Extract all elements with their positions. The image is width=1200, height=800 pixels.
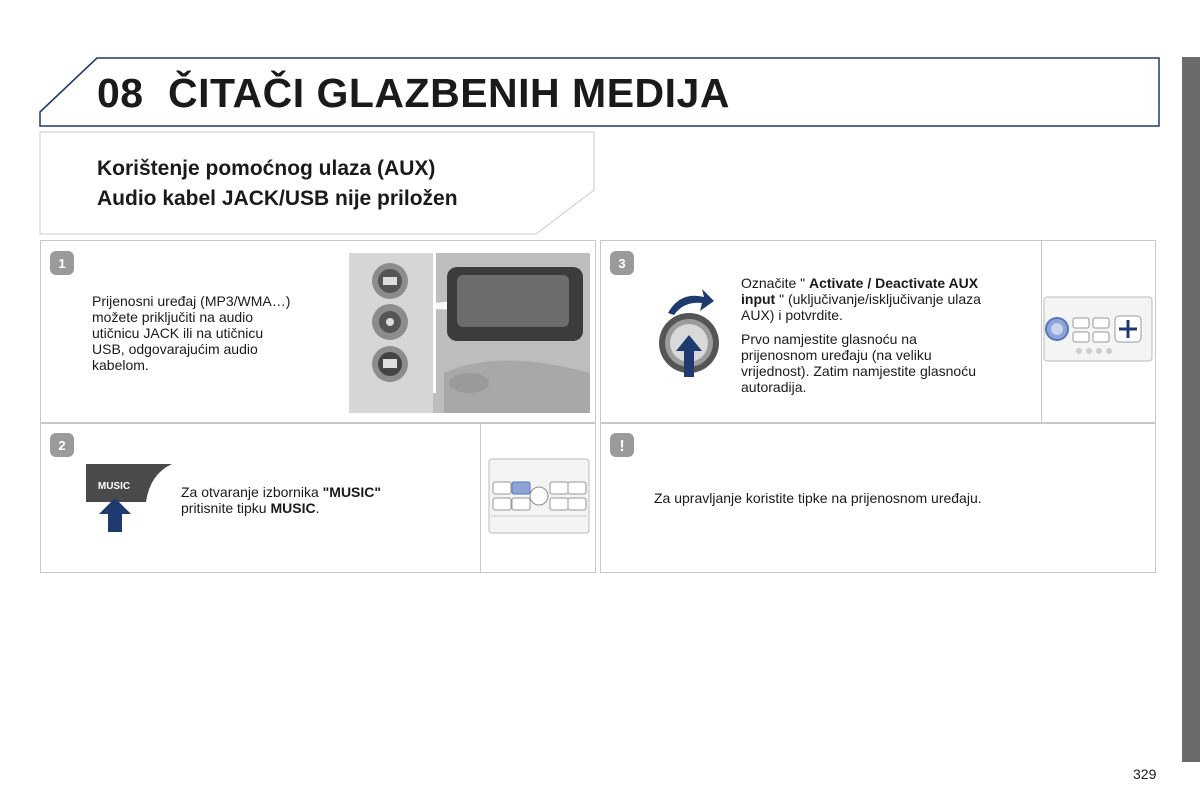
- step1-badge: [49, 250, 75, 276]
- rotary-knob-icon: [652, 283, 726, 379]
- radio-panel-knob-illustration: [1043, 296, 1153, 362]
- step1-line: Prijenosni uređaj (MP3/WMA…): [92, 293, 291, 309]
- music-button-icon: [86, 462, 172, 534]
- rotate-arrow-icon: [668, 289, 714, 315]
- chapter-side-tab: [1182, 57, 1200, 762]
- music-button-label: MUSIC: [97, 481, 131, 492]
- step1-line: USB, odgovarajućim audio: [92, 341, 258, 357]
- step1-number: 1: [58, 256, 66, 271]
- page-title: ČITAČI GLAZBENIH MEDIJA: [168, 70, 730, 116]
- step2-divider: [480, 424, 481, 572]
- step3-badge: [609, 250, 635, 276]
- step1-line: kabelom.: [92, 357, 149, 373]
- step3-number: 3: [618, 256, 626, 271]
- note-symbol: !: [619, 438, 625, 455]
- chapter-number: 08: [97, 70, 144, 116]
- jack-usb-socket-illustration: [349, 253, 590, 413]
- step3-divider: [1041, 241, 1042, 422]
- up-arrow-icon: [99, 498, 131, 532]
- step3-text: Označite " Activate / Deactivate AUX input " (uključivanje/isključivanje ulaza AUX) i potvrdite. Prvo namjestite glasnoću na prijenosnom uređaju (na veliku vrijednost). Zatim namjestite glasnoću autoradija.: [741, 275, 981, 395]
- page-number: 329: [1133, 766, 1157, 782]
- step1-line: utičnicu JACK ili na utičnicu: [92, 325, 264, 341]
- step1-text: [92, 293, 290, 373]
- step2-badge: [49, 432, 75, 458]
- step1-line: možete priključiti na audio: [92, 309, 254, 325]
- subtitle-line-1: Korištenje pomoćnog ulaza (AUX): [97, 157, 436, 180]
- subtitle-line-2: Audio kabel JACK/USB nije priložen: [97, 187, 458, 210]
- note-text: Za upravljanje koristite tipke na prijenosnom uređaju.: [654, 490, 982, 506]
- warning-icon: [609, 432, 635, 458]
- step2-text: Za otvaranje izbornika "MUSIC" pritisnite tipku MUSIC.: [181, 484, 382, 516]
- step2-number: 2: [58, 438, 66, 453]
- radio-panel-music-illustration: [488, 458, 590, 534]
